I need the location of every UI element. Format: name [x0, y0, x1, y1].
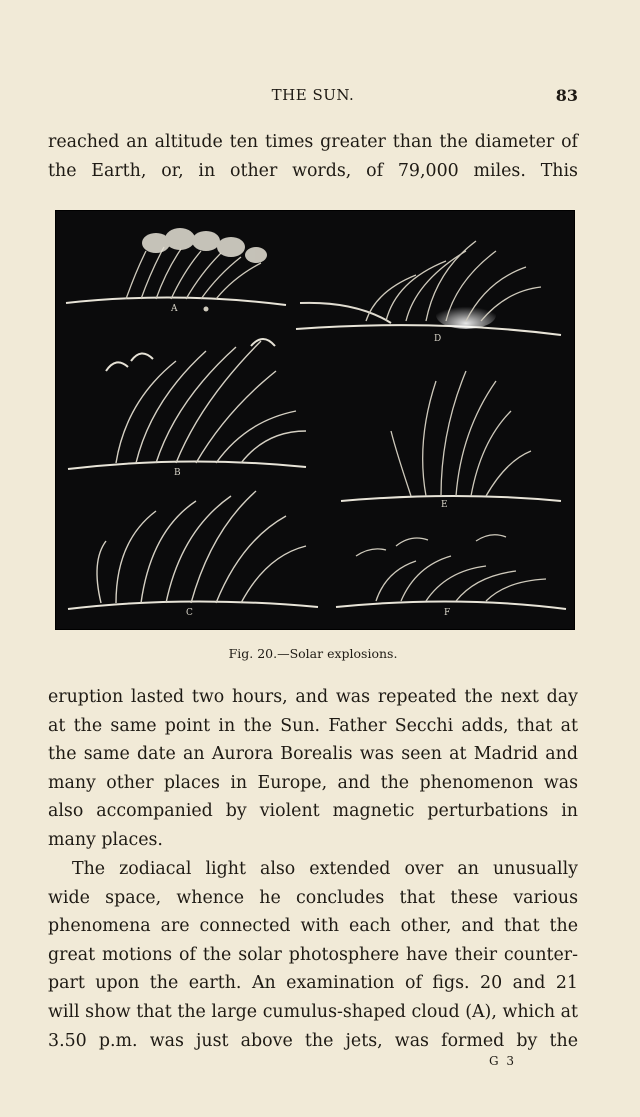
panel-e	[341, 371, 561, 501]
panel-label-a: A	[171, 304, 178, 314]
text-line: many places.	[48, 829, 163, 850]
text-line: part upon the earth. An examination of figs. 20 and 21	[48, 973, 578, 994]
text-line: will show that the large cumulus-shaped cloud (A), which at	[48, 1001, 578, 1022]
text-line: wide space, whence he concludes that these various	[48, 887, 578, 908]
text-line: The zodiacal light also extended over an unusually	[72, 859, 578, 879]
panel-b	[68, 339, 306, 469]
text-line: at the same point in the Sun. Father Secchi adds, that at	[48, 715, 578, 736]
text-line: 3.50 p.m. was just above the jets, was formed by the	[48, 1030, 578, 1051]
paragraph-1	[48, 683, 578, 855]
panel-label-d: D	[434, 334, 442, 344]
panel-c	[68, 491, 318, 609]
paragraph-top	[48, 128, 578, 185]
text-line: many other places in Europe, and the phenomenon was	[48, 772, 578, 793]
panel-label-b: B	[174, 468, 181, 478]
solar-explosions-figure	[55, 210, 575, 630]
text-line: phenomena are connected with each other, and that the	[48, 916, 578, 937]
paragraph-2	[48, 855, 578, 1055]
text-line: eruption lasted two hours, and was repeated the next day	[48, 687, 578, 707]
panel-label-c: C	[186, 608, 193, 618]
panel-a	[66, 228, 286, 312]
page-number: 83	[555, 86, 578, 105]
figure-engraving	[56, 211, 574, 629]
figure-caption: Fig. 20.—Solar explosions.	[228, 646, 398, 661]
text-line: great motions of the solar photosphere have their counter-	[48, 944, 578, 965]
text-line: the same date an Aurora Borealis was seen at Madrid and	[48, 744, 578, 765]
running-title: THE SUN.	[271, 86, 355, 104]
panel-f	[336, 535, 566, 609]
panel-label-f: F	[444, 608, 451, 618]
panel-label-e: E	[441, 500, 448, 510]
text-line: the Earth, or, in other words, of 79,000 miles. This	[48, 160, 578, 181]
text-line: reached an altitude ten times greater than the diameter of	[48, 132, 578, 152]
signature-mark: G 3	[489, 1054, 517, 1068]
panel-d	[296, 241, 561, 335]
running-head	[48, 86, 578, 110]
text-line: also accompanied by violent magnetic perturbations in	[48, 801, 578, 822]
